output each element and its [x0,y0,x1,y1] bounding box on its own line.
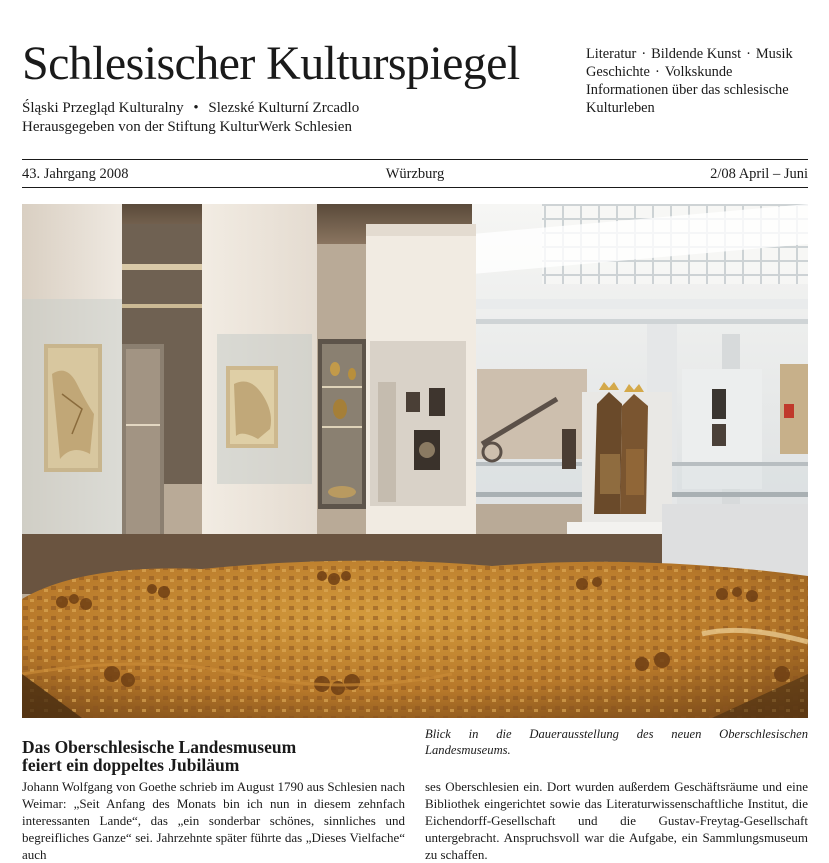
masthead-subtitle [22,99,359,137]
headline-line-1: Das Oberschlesische Landesmuseum [22,737,297,757]
rule-top [22,159,808,160]
subtitle-polish: Śląski Przegląd Kulturalny [22,100,184,116]
masthead-title: Schlesischer Kulturspiegel [22,37,520,90]
publisher-prefix: Herausgegeben von der [22,119,168,135]
topic-literatur: Literatur [586,46,637,62]
issue-volume: 43. Jahrgang 2008 [22,166,129,182]
topics-line-3: Informationen über das schlesische [586,82,789,98]
rule-bottom [22,187,808,188]
article-column-2: ses Oberschlesien ein. Dort wurden außerdem Geschäftsräume und eine Bibliothek eingerichtet sowie das Literaturwissenschaftliche Institut, die Eichendorff-Gesellschaft und die Gustav-Freytag-Gesellschaft untergebracht. Anspruchsvoll war die Aufgabe, ein Sammlungsmuseum zu schaffen. [425,779,808,862]
topics-line-4: Kulturleben [586,100,655,116]
subtitle-czech: Slezské Kulturní Zrcadlo [208,100,360,116]
topics-line-2 [586,63,808,81]
topic-musik: Musik [755,46,793,62]
photo-caption: Blick in die Dauerausstellung des neuen Oberschlesischen Landesmuseums. [425,727,808,757]
publisher-line [22,118,359,137]
headline-line-2: feiert ein doppeltes Jubiläum [22,755,240,775]
topics-list [586,45,808,117]
issue-bar [22,165,808,183]
article-column-1: Johann Wolfgang von Goethe schrieb im August 1790 aus Schlesien nach Weimar: „Seit Anfang des Monats bin ich nun in diesem zehnfach interessanten Lande“, das „ein sonderbar schönes, sinnliches und begreifliches Ganze“ sei. Jahrzehnte später führte das „Dieses Vielfache“ auch [22,779,405,862]
topic-separator: · [746,46,751,62]
subtitle-bullet: • [193,100,199,116]
subtitle-languages [22,99,359,118]
topic-separator: · [641,46,647,62]
topic-volkskunde: Volkskunde [664,64,733,80]
topics-line-1 [586,45,808,63]
article-headline [22,738,412,774]
museum-photo-illustration [22,204,808,718]
topic-separator: · [654,64,660,80]
issue-number: 2/08 April – Juni [710,166,808,182]
museum-photo [22,204,808,718]
issue-place: Würzburg [385,166,445,182]
topic-bildende-kunst: Bildende Kunst [651,46,742,62]
topic-geschichte: Geschichte [586,64,650,80]
publisher-name: Stiftung KulturWerk Schlesien [167,119,352,135]
